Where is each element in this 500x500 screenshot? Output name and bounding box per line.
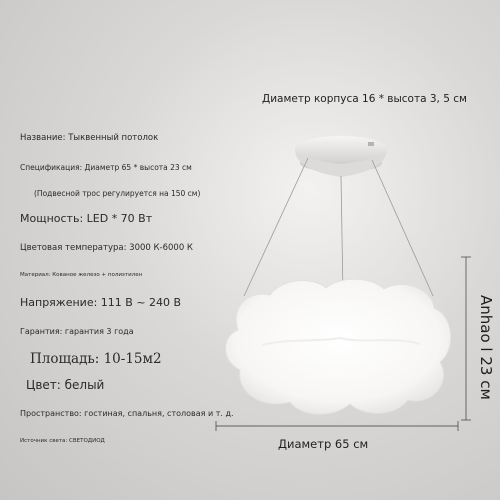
spec-power: Мощность: LED * 70 Вт [20,212,153,225]
spec-name: Название: Тыквенный потолок [20,133,159,143]
height-dimension-label: Anhao l 23 см [477,295,495,400]
spec-space: Пространство: гостиная, спальня, столовая и т. д. [20,409,234,418]
spec-light-source: Источник света: СВЕТОДИОД [20,438,105,444]
spec-color-temperature: Цветовая температура: 3000 К-6000 К [20,243,193,253]
spec-voltage: Напряжение: 111 В ~ 240 В [20,296,182,309]
ceiling-canopy [295,136,387,177]
suspension-cables [244,158,433,296]
spec-material: Материал: Кованое железо + полиэтилен [20,272,143,278]
canopy-dimension-label: Диаметр корпуса 16 * высота 3, 5 см [262,93,467,105]
diameter-dimension-label: Диаметр 65 см [278,437,369,451]
spec-area: Площадь: 10-15м2 [30,351,162,367]
spec-cable: (Подвесной трос регулируется на 150 см) [34,189,201,198]
spec-color: Цвет: белый [26,378,105,392]
cloud-lamp-shade [226,279,451,414]
spec-specification: Спецификация: Диаметр 65 * высота 23 см [20,163,192,172]
spec-warranty: Гарантия: гарантия 3 года [20,327,134,336]
